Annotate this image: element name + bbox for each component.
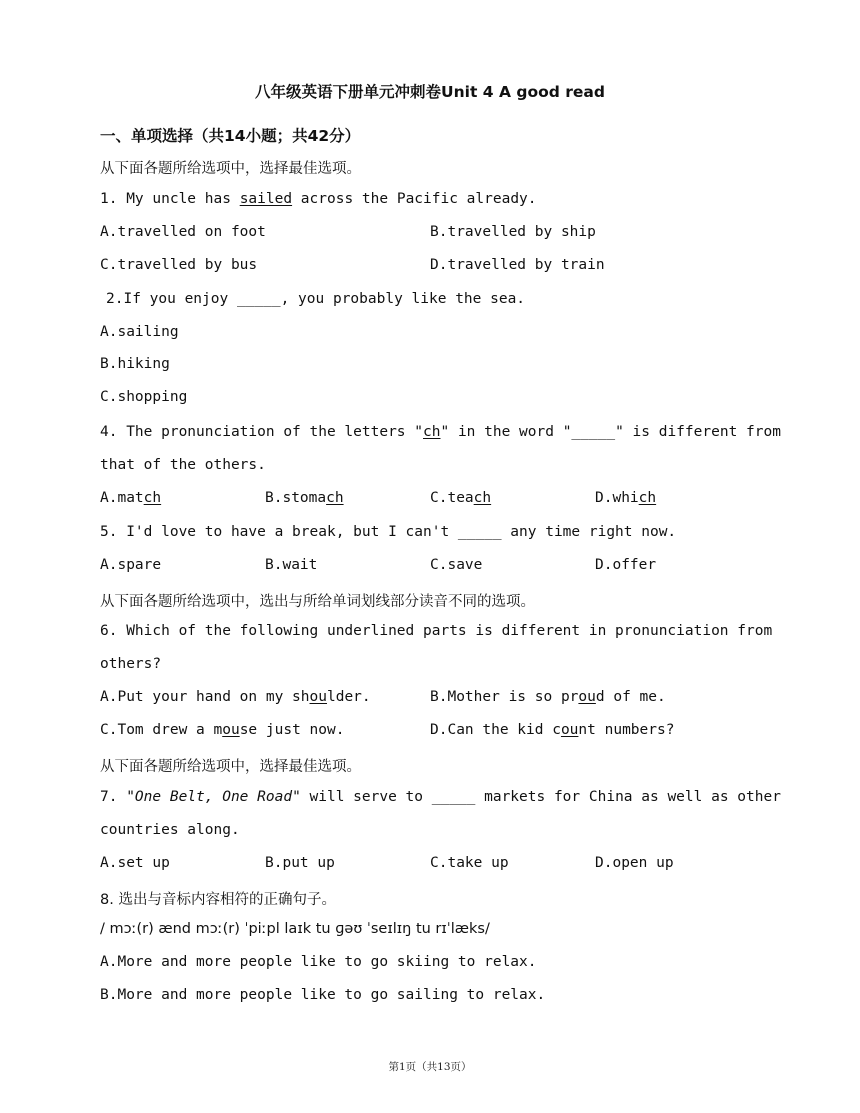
q4-option-b: B.stomach [265, 490, 344, 506]
q1-option-b: B.travelled by ship [430, 224, 596, 240]
q4-option-d: D.which [595, 490, 657, 506]
q2-option-c: C.shopping [100, 389, 188, 405]
q4-option-a: A.match [100, 490, 162, 506]
q2-option-b: B.hiking [100, 356, 170, 372]
q4-option-c: C.teach [430, 490, 492, 506]
q1-option-a: A.travelled on foot [100, 224, 266, 240]
question-4-stem-line2: that of the others. [100, 457, 266, 473]
question-7-stem: 7. "One Belt, One Road" will serve to _____ markets for China as well as other [100, 789, 781, 805]
q7-option-c: C.take up [430, 855, 509, 871]
q5-option-d: D.offer [595, 557, 657, 573]
q2-option-a: A.sailing [100, 324, 179, 340]
q7-option-b: B.put up [265, 855, 335, 871]
q6-option-a: A.Put your hand on my shoulder. [100, 689, 371, 705]
q1-option-c: C.travelled by bus [100, 257, 258, 273]
question-6-stem: 6. Which of the following underlined parts is different in pronunciation from [100, 623, 773, 639]
q8-option-a: A.More and more people like to go skiing to relax. [100, 954, 537, 970]
question-2-stem: 2.If you enjoy _____, you probably like the sea. [106, 291, 526, 307]
q6-option-c: C.Tom drew a mouse just now. [100, 722, 345, 738]
question-6-stem-line2: others? [100, 656, 162, 672]
instruction-1: 从下面各题所给选项中，选择最佳选项。 [100, 161, 361, 177]
question-7-stem-line2: countries along. [100, 822, 240, 838]
q7-option-a: A.set up [100, 855, 170, 871]
page-footer: 第1页（共13页） [388, 1061, 472, 1073]
q8-option-b: B.More and more people like to go sailing to relax. [100, 987, 546, 1003]
q5-option-a: A.spare [100, 557, 162, 573]
q5-option-b: B.wait [265, 557, 318, 573]
q7-option-d: D.open up [595, 855, 674, 871]
question-8-stem: 8. 选出与音标内容相符的正确句子。 [100, 892, 336, 908]
q1-option-d: D.travelled by train [430, 257, 605, 273]
q6-option-b: B.Mother is so proud of me. [430, 689, 666, 705]
underlined-word: sailed [239, 191, 293, 207]
question-1-stem: 1. My uncle has sailed across the Pacific already. [100, 191, 537, 207]
q6-option-d: D.Can the kid count numbers? [430, 722, 675, 738]
page-title: 八年级英语下册单元冲刺卷Unit 4 A good read [255, 83, 605, 101]
question-8-phonetic: / mɔː(r) ænd mɔː(r) ˈpiːpl laɪk tu ɡəʊ ˈseɪlɪŋ tu rɪˈlæks/ [100, 921, 490, 937]
q5-option-c: C.save [430, 557, 483, 573]
instruction-3: 从下面各题所给选项中，选择最佳选项。 [100, 759, 361, 775]
question-5-stem: 5. I'd love to have a break, but I can't _____ any time right now. [100, 524, 677, 540]
question-4-stem: 4. The pronunciation of the letters "ch" in the word "_____" is different from [100, 424, 781, 440]
instruction-2: 从下面各题所给选项中，选出与所给单词划线部分读音不同的选项。 [100, 594, 535, 610]
section-heading: 一、单项选择（共14小题；共42分） [100, 127, 361, 145]
